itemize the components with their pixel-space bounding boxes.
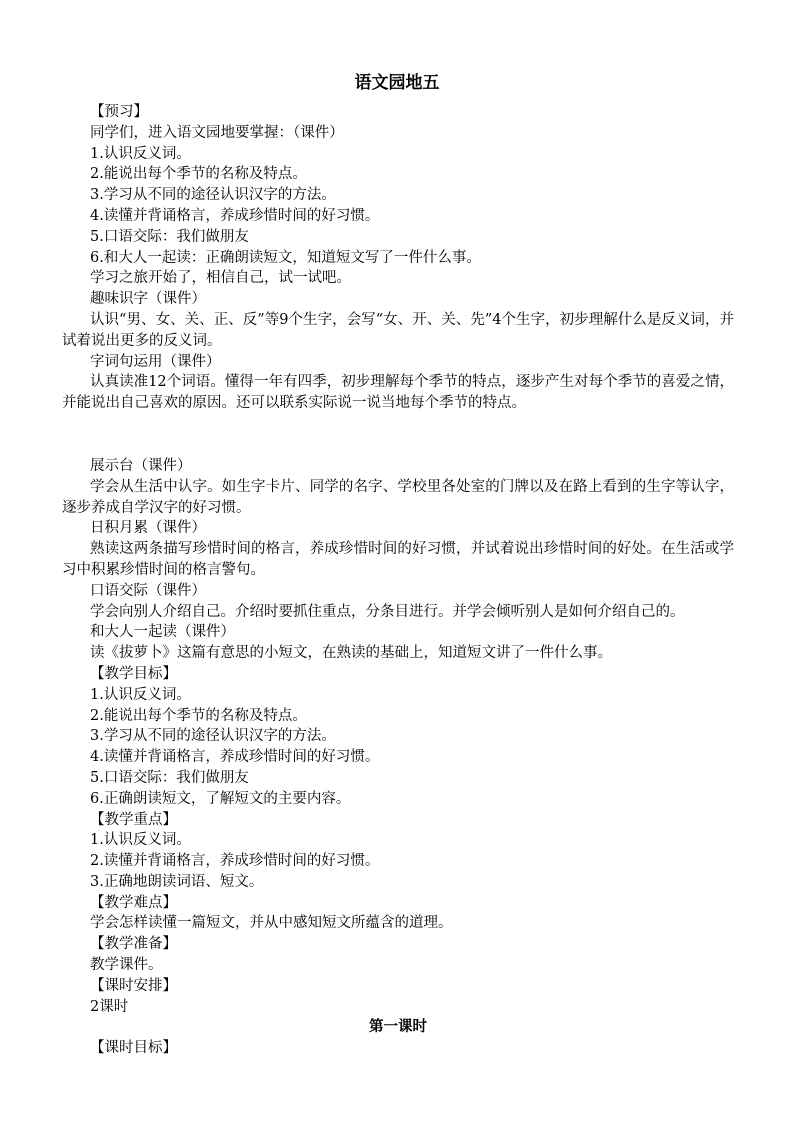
preview-item: 2.能说出每个季节的名称及特点。 (90, 166, 307, 183)
section-heading-oral-communication: 口语交际（课件） (90, 582, 206, 599)
lesson-objectives-heading: 【课时目标】 (90, 1040, 177, 1057)
section-heading-read-with-adults: 和大人一起读（课件） (90, 624, 235, 641)
schedule-heading: 【课时安排】 (90, 977, 177, 994)
objectives-heading: 【教学目标】 (90, 665, 177, 682)
preview-heading: 【预习】 (90, 104, 148, 120)
section-heading-showcase: 展示台（课件） (90, 457, 192, 474)
objective-item: 4.读懂并背诵格言，养成珍惜时间的好习惯。 (90, 749, 380, 766)
objective-item: 3.学习从不同的途径认识汉字的方法。 (90, 728, 336, 745)
blank-space (62, 414, 734, 456)
difficulties-heading: 【教学难点】 (90, 894, 177, 911)
document-title: 语文园地五 (354, 73, 440, 93)
objective-item: 2.能说出每个季节的名称及特点。 (90, 707, 307, 724)
preview-item: 4.读懂并背诵格言，养成珍惜时间的好习惯。 (90, 207, 380, 224)
objective-item: 5.口语交际：我们做朋友 (90, 769, 249, 786)
preview-item: 5.口语交际：我们做朋友 (90, 228, 249, 245)
preview-item: 1.认识反义词。 (90, 145, 191, 162)
section-body-fun-literacy: 认识“男、女、关、正、反”等9个生字，会写“女、开、关、先”4个生字，初步理解什么是反义词，并试着说出更多的反义词。 (62, 311, 734, 349)
schedule-text: 2课时 (90, 998, 129, 1015)
lesson-one-title: 第一课时 (369, 1018, 427, 1036)
section-body-showcase: 学会从生活中认字。如生字卡片、同学的名字、学校里各处室的门牌以及在路上看到的生字等认字，逐步养成自学汉字的好习惯。 (62, 478, 734, 516)
preview-item: 6.和大人一起读：正确朗读短文，知道短文写了一件什么事。 (90, 249, 481, 266)
section-heading-word-usage: 字词句运用（课件） (90, 353, 221, 370)
key-point-item: 1.认识反义词。 (90, 832, 191, 849)
preparation-text: 教学课件。 (90, 957, 163, 974)
preview-intro: 同学们，进入语文园地要掌握：（课件） (90, 124, 344, 141)
section-body-word-usage: 认真读准12个词语。懂得一年有四季，初步理解每个季节的特点，逐步产生对每个季节的喜爱之情，并能说出自己喜欢的原因。还可以联系实际说一说当地每个季节的特点。 (62, 374, 734, 412)
preview-closing: 学习之旅开始了，相信自己，试一试吧。 (90, 270, 351, 287)
preparation-heading: 【教学准备】 (90, 936, 177, 953)
objective-item: 1.认识反义词。 (90, 686, 191, 703)
document-body (62, 102, 734, 1059)
key-point-item: 2.读懂并背诵格言，养成珍惜时间的好习惯。 (90, 853, 380, 870)
section-body-accumulation: 熟读这两条描写珍惜时间的格言，养成珍惜时间的好习惯，并试着说出珍惜时间的好处。在生活或学习中积累珍惜时间的格言警句。 (62, 541, 734, 578)
preview-item: 3.学习从不同的途径认识汉字的方法。 (90, 187, 336, 204)
section-heading-accumulation: 日积月累（课件） (90, 520, 206, 537)
section-body-read-with-adults: 读《拔萝卜》这篇有意思的小短文，在熟读的基础上，知道短文讲了一件什么事。 (90, 645, 612, 662)
objective-item: 6.正确朗读短文，了解短文的主要内容。 (90, 790, 351, 807)
difficulties-text: 学会怎样读懂一篇短文，并从中感知短文所蕴含的道理。 (90, 915, 453, 932)
key-points-heading: 【教学重点】 (90, 811, 177, 828)
key-point-item: 3.正确地朗读词语、短文。 (90, 873, 264, 890)
section-body-oral-communication: 学会向别人介绍自己。介绍时要抓住重点，分条目进行。并学会倾听别人是如何介绍自己的。 (90, 603, 685, 620)
section-heading-fun-literacy: 趣味识字（课件） (90, 291, 206, 308)
